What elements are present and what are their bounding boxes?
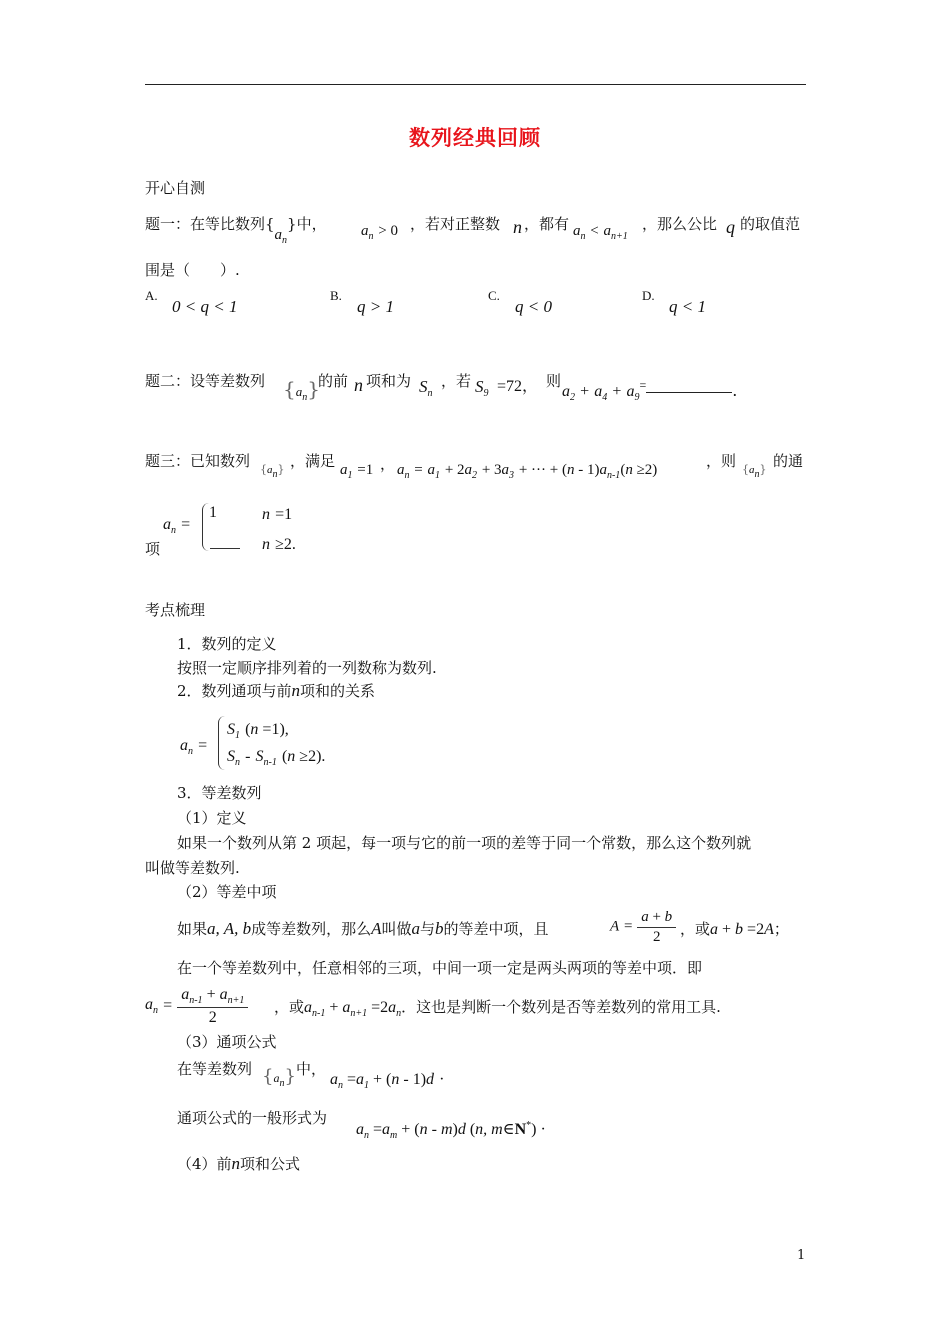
q2-s9: $S_9$ (475, 377, 489, 399)
q3-case1-cond: n =1 (262, 506, 293, 523)
q2-n: n (354, 375, 363, 395)
point2-case1: $S_1$ (n =1), (227, 721, 289, 741)
point2-title: 2．数列通项与前n项和的关系 (177, 681, 376, 700)
page-title: 数列经典回顾 (409, 125, 541, 150)
q1-text4: ，那么公比 (642, 215, 718, 233)
point2-case2: $S_n - S_{n-1}$ (n ≥2). (227, 748, 326, 768)
q1-text5: 的取值范 (740, 215, 801, 233)
sub3-line1-a: 在等差数列 (177, 1060, 253, 1078)
q1-q: q (726, 217, 735, 237)
sub2-line1: 如果a, A, b成等差数列，那么A叫做a与b的等差中项，且 (177, 919, 549, 938)
header-rule (145, 84, 806, 85)
q3-an-lhs: $a_n$ = (163, 516, 191, 536)
section-heading-key-points: 考点梳理 (145, 601, 206, 619)
sub3-title: （3）通项公式 (177, 1033, 277, 1051)
q3-text2: ，则 (706, 452, 737, 470)
point1-text: 按照一定顺序排列着的一列数称为数列. (177, 659, 437, 677)
sub2-line3: ，或$a_{n-1} + a_{n+1} =2a_n$．这也是判断一个数列是否等差数列的常用工具. (274, 998, 721, 1019)
page-number: 1 (797, 1248, 806, 1263)
q3-text3: 的通 (773, 452, 804, 470)
q2-text1: 的前 (318, 372, 349, 390)
sub3-general-formula: $a_n =a_m + (n - m)d$ (n, m∈N*) · (356, 1120, 546, 1141)
sub3-sequence: $\{a_n\}$ (262, 1066, 296, 1089)
q1-option-b-label: B. (330, 288, 342, 303)
q1-option-c-label: C. (488, 288, 500, 303)
q1-line1: 题一：在等比数列$\{a_n\}$中， (145, 215, 327, 246)
q3-recurrence: $a_n = a_1 + 2a_2 + 3a_3$ + ··· + $(n - 1)a_{n-1}(n \ge 2)$ (397, 462, 658, 481)
sub2-or: ，或a + b =2A； (680, 920, 789, 938)
q3-line2: 项 (145, 540, 161, 558)
q1-option-b: q > 1 (357, 297, 394, 316)
sub2-mean-formula: $a_n$ = $\frac{a_{n-1} + a_{n+1}}{2}$ (145, 985, 248, 1027)
q3-answer-blank (210, 548, 240, 549)
sub4-title: （4）前n项和公式 (177, 1154, 301, 1173)
sub3-line2: 通项公式的一般形式为 (177, 1109, 328, 1127)
q1-condition: $a_n > 0$ (361, 223, 398, 242)
q1-option-d: q < 1 (669, 297, 706, 316)
q3-sequence: {an} (260, 463, 285, 480)
q3-text1: ，满足 (290, 452, 336, 470)
q2-text3: ，若 (441, 372, 472, 390)
sub1-text-line1: 如果一个数列从第 2 项起，每一项与它的前一项的差等于同一个常数，那么这个数列就 (177, 834, 752, 852)
q1-option-d-label: D. (642, 288, 655, 303)
sub1-title: （1）定义 (177, 809, 247, 827)
sub2-title: （2）等差中项 (177, 883, 277, 901)
q3-a1: $a_1 =1$ (340, 462, 374, 481)
q1-text3: ，都有 (524, 215, 570, 233)
q1-text2: ，若对正整数 (410, 215, 501, 233)
q3-comma: ， (380, 457, 396, 473)
q1-option-a: 0 < q < 1 (172, 297, 238, 316)
sub3-formula: $a_n =a_1 + (n - 1)d$ · (330, 1071, 445, 1091)
q3-case2-cond: n ≥2. (262, 536, 296, 553)
q1-inequality: $a_n < a_{n+1}$ (573, 223, 628, 242)
q3-brace (202, 503, 209, 551)
q3-case1-value: 1 (209, 504, 217, 521)
point2-brace (218, 716, 225, 770)
point2-an-lhs: $a_n$ = (180, 737, 208, 757)
q2-sn: $S_n$ (419, 377, 433, 399)
q2-sequence: $\{a_n\}$ (283, 377, 320, 403)
point3-title: 3．等差数列 (177, 784, 262, 802)
sub2-line2: 在一个等差数列中，任意相邻的三项，中间一项一定是两头两项的等差中项．即 (177, 959, 703, 977)
sub3-line1-b: 中， (296, 1060, 327, 1078)
q2-text2: 项和为 (366, 372, 412, 390)
q1-option-a-label: A. (145, 288, 158, 303)
point1-title: 1．数列的定义 (177, 635, 277, 653)
sub2-fraction: A = $\frac{a + b}{2}$ (610, 908, 676, 945)
q2-text4: 则 (546, 372, 562, 390)
q3-label: 题三：已知数列 (145, 452, 251, 470)
q1-n: n (513, 217, 522, 237)
q3-sequence-2: {an} (742, 463, 767, 480)
q2-value: =72， (497, 378, 539, 395)
sub1-text-line2: 叫做等差数列. (145, 859, 240, 877)
q2-answer-blank (646, 392, 732, 393)
q1-option-c: q < 0 (515, 297, 552, 316)
q2-sum-expr: $a_2 + a_4 + a_9^=$ . (562, 378, 738, 403)
section-heading-self-test: 开心自测 (145, 179, 206, 197)
q2-label: 题二：设等差数列 (145, 372, 266, 390)
q1-line2: 围是（ ）. (145, 261, 240, 279)
